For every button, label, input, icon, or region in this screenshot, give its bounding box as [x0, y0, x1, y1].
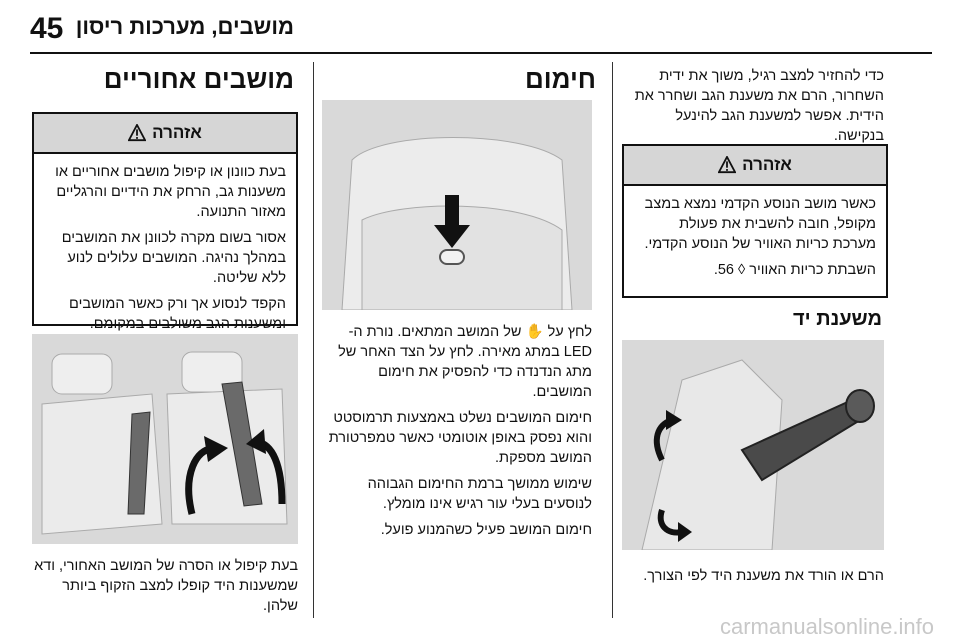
warning-box-seat [622, 144, 888, 298]
heating-paragraph: חימום המושב פעיל כשהמנוע פועל. [380, 522, 592, 538]
warning-triangle-icon [128, 124, 146, 142]
warning-header [34, 114, 296, 154]
rear-seat-illustration [32, 334, 298, 544]
seat-heating-illustration [322, 100, 592, 310]
armrest-heading: משענת יד [792, 308, 882, 330]
intro-text: כדי להחזיר למצב רגיל, משוך את ידית השחרור, הרם את משענת הגב ושחרר את הידית. אפשר למשענת הגב להינעל בנקישה. [634, 68, 884, 144]
column-divider [612, 62, 613, 618]
warning-text: כאשר מושב הנוסע הקדמי נמצא במצב מקופל, חובה להשבית את פעולת מערכת כריות האוויר של הנוסע הקדמי. [644, 196, 876, 252]
warning-header [624, 146, 886, 186]
armrest-illustration [622, 340, 884, 550]
warning-label: אזהרה [152, 123, 202, 142]
warning-box-rear [32, 112, 298, 332]
watermark: carmanualsonline.info [719, 614, 934, 639]
rear-seat-caption: בעת קיפול או הסרה של המושב האחורי, ודא שמשענות היד קופלו למצב הזקוף ביותר שלהן. [34, 558, 298, 614]
page-number: 45 [30, 12, 64, 45]
warning-label: אזהרה [742, 155, 792, 174]
armrest-caption: הרם או הורד את משענת היד לפי הצורך. [643, 568, 884, 584]
warning-text: בעת כוונון או קיפול מושבים אחוריים או משענות גב, הרחק את הידיים והרגליים מאזור התנועה. [55, 164, 286, 220]
page-title: מושבים, מערכות ריסון [75, 14, 294, 39]
rear-seats-heading: מושבים אחוריים [103, 64, 294, 94]
warning-text: השבתת כריות האוויר ◊ 56. [713, 262, 876, 278]
heating-heading: חימום [525, 64, 596, 94]
column-divider [313, 62, 314, 618]
header-rule [30, 52, 932, 54]
heating-paragraph: חימום המושבים נשלט באמצעות תרמוסטט והוא נפסק באופן אוטומטי כאשר טמפרטורת המושב מספקת. [328, 410, 592, 466]
warning-triangle-icon [718, 156, 736, 174]
warning-text: הקפד לנסוע אך ורק כאשר המושבים ומשענות הגב משולבים במקומם. [69, 296, 286, 332]
warning-text: אסור בשום מקרה לכוונן את המושבים במהלך נהיגה. המושבים עלולים לנוע ללא שליטה. [61, 230, 286, 286]
heating-paragraph: שימוש ממושך ברמת החימום הגבוהה לנוסעים בעלי עור רגיש אינו מומלץ. [367, 476, 592, 512]
heating-paragraph: לחץ על ✋ של המושב המתאים. נורת ה-LED במתג מאירה. לחץ על הצד האחר של מתג הנדנדה כדי להפסיק את חימום המושבים. [338, 324, 592, 400]
heating-text [322, 322, 592, 546]
